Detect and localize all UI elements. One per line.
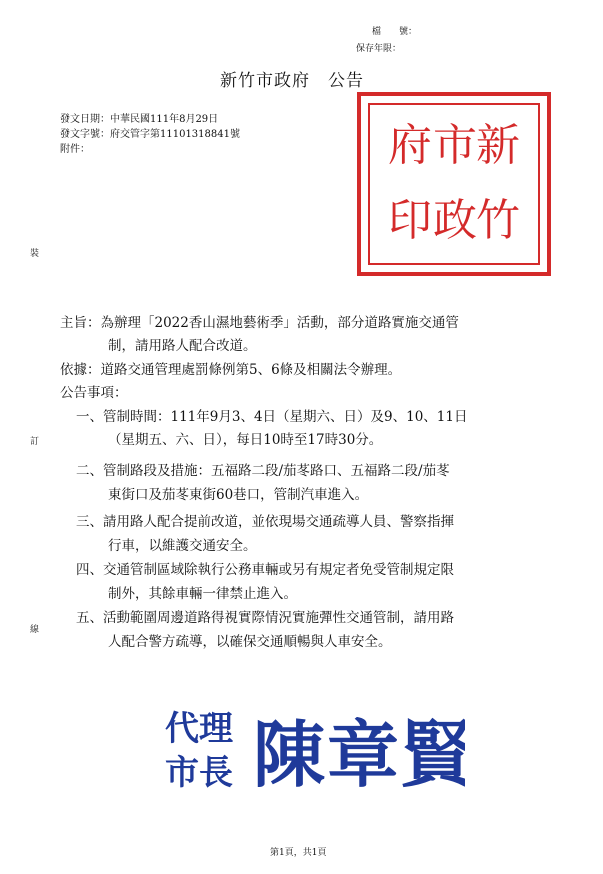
item-3-line-1: 三、請用路人配合提前改道，並依現場交通疏導人員、警察指揮: [76, 514, 454, 530]
signature-title-bottom: 市長: [165, 753, 233, 793]
signature-title-top: 代理: [165, 709, 233, 749]
attachment-label: 附件：: [60, 144, 90, 155]
binding-mark-top: 裝: [30, 249, 40, 259]
seal-char-4: 政: [433, 195, 477, 246]
document-number: 發文字號：府交管字第11101318841號: [60, 129, 240, 140]
mayor-signature: [165, 698, 465, 798]
basis-line: 依據：道路交通管理處罰條例第5、6條及相關法令辦理。: [60, 362, 402, 378]
binding-mark-middle: 訂: [30, 437, 40, 447]
seal-char-3: 市: [433, 120, 477, 171]
file-number-label: 檔 號：: [372, 27, 418, 37]
item-1-line-2: （星期五、六、日），每日10時至17時30分。: [108, 432, 383, 448]
item-1-line-1: 一、管制時間：111年9月3、4日（星期六、日）及9、10、11日: [76, 409, 468, 425]
item-2-line-2: 東街口及茄苳東街60巷口，管制汽車進入。: [108, 487, 369, 503]
issue-date: 發文日期：中華民國111年8月29日: [60, 114, 219, 125]
seal-inner-border: [368, 103, 540, 265]
item-2-line-1: 二、管制路段及措施：五福路二段/茄苳路口、五福路二段/茄苳: [76, 463, 450, 479]
seal-char-2: 竹: [476, 195, 520, 246]
page-number: 第1頁，共1頁: [270, 848, 327, 858]
item-4-line-1: 四、交通管制區域除執行公務車輛或另有規定者免受管制規定限: [76, 562, 454, 578]
seal-char-1: 新: [476, 120, 520, 171]
page-title: 新竹市政府 公告: [220, 71, 364, 91]
subject-line-1: 主旨：為辦理「2022香山濕地藝術季」活動，部分道路實施交通管: [60, 315, 459, 331]
signature-name: 陳章賢: [253, 712, 465, 797]
signature-stamp: [165, 698, 465, 798]
item-4-line-2: 制外，其餘車輛一律禁止進入。: [108, 586, 297, 602]
official-seal: [357, 92, 551, 276]
items-title: 公告事項：: [60, 385, 128, 401]
seal-glyphs: [370, 105, 540, 265]
retention-period-label: 保存年限：: [356, 44, 402, 54]
seal-char-5: 府: [388, 120, 432, 171]
binding-mark-bottom: 線: [30, 625, 40, 635]
item-5-line-2: 人配合警方疏導，以確保交通順暢與人車安全。: [108, 634, 392, 650]
item-3-line-2: 行車，以維護交通安全。: [108, 538, 257, 554]
subject-line-2: 制，請用路人配合改道。: [108, 338, 257, 354]
seal-char-6: 印: [388, 195, 432, 246]
item-5-line-1: 五、活動範圍周邊道路得視實際情況實施彈性交通管制，請用路: [76, 610, 454, 626]
